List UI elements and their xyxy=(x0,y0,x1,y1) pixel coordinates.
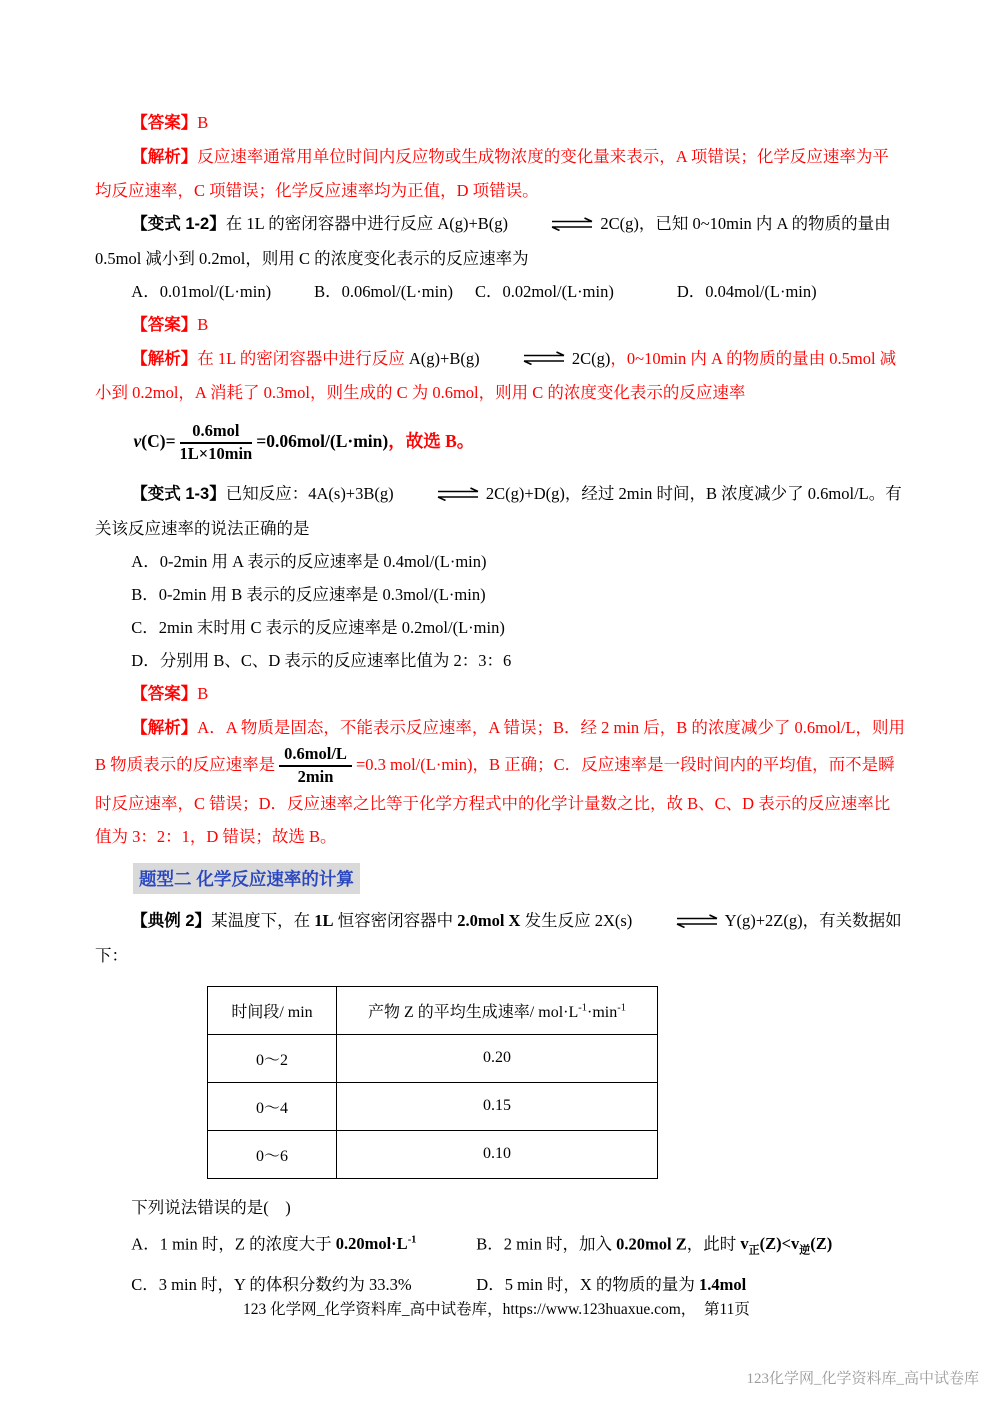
option-a-value: 0.20mol·L xyxy=(335,1234,408,1254)
answer-value: B xyxy=(197,314,209,334)
variant-1-3-stem xyxy=(95,477,905,545)
page-footer: 123 化学网_化学资料库_高中试卷库，https://www.123huaxue.com， 第11页 xyxy=(243,1301,750,1318)
variant-1-2-options xyxy=(95,275,905,308)
example-2-bold-volume: 1L xyxy=(314,911,334,931)
analysis-part2: =0.3 mol/(L·min)，B 正确；C．反应速率是一段时间内的平均值，而不是瞬时反应速率，C 错误；D．反应速率之比等于化学方程式中的化学计量数之比，故 B、C、D 表示的反应速率比值为 3：2：1，D 错误；故选 B。 xyxy=(95,754,895,847)
period-cell: 0～2 xyxy=(208,1034,337,1082)
rate-cell: 0.15 xyxy=(337,1082,658,1130)
analysis-part1: A．A 物质是固态，不能表示反应速率，A 错误；B．经 2 min 后，B 的浓度减少了 0.6mol/L，则用 B 物质表示的反应速率是 xyxy=(95,718,905,774)
option-a xyxy=(131,1224,476,1261)
analysis-label: 【解析】 xyxy=(131,349,198,368)
variant-1-2-stem xyxy=(95,207,905,275)
question-stem: 下列说法错误的是( ) xyxy=(131,1197,291,1217)
analysis-block-2 xyxy=(95,342,905,410)
equation-right: 2C(g) xyxy=(571,348,611,368)
equation-left: A(g)+B(g) xyxy=(408,348,480,368)
rate-cell: 0.10 xyxy=(337,1130,658,1178)
option-c: C．3 min 时，Y 的体积分数约为 33.3% xyxy=(131,1274,412,1294)
answer-label: 【答案】 xyxy=(131,114,198,132)
option-a-text: A．1 min 时，Z 的浓度大于 xyxy=(131,1234,336,1254)
equilibrium-arrow-icon xyxy=(637,906,719,939)
table-row xyxy=(208,1082,658,1130)
answer-block-2 xyxy=(95,308,905,342)
formula-v: v xyxy=(133,431,142,452)
option-a: A．0-2min 用 A 表示的反应速率是 0.4mol/(L·min) xyxy=(131,552,487,572)
options-row-2 xyxy=(95,1268,905,1301)
option-a-bold xyxy=(336,1234,417,1253)
table-header-row xyxy=(208,986,658,1034)
analysis-text: 反应速率通常用单位时间内反应物或生成物浓度的变化量来表示，A 项错误；化学反应速率为平均反应速率，C 项错误；化学反应速率均为正值，D 项错误。 xyxy=(95,147,889,200)
option-b: B．0.06mol/(L·min) xyxy=(314,281,453,301)
v-forward: v xyxy=(740,1234,749,1254)
sub-reverse: 逆 xyxy=(799,1244,811,1257)
rate-unit-sup1: -1 xyxy=(578,1002,587,1014)
col-header-rate xyxy=(337,986,658,1034)
fraction-denominator: 2min xyxy=(297,767,334,787)
options-row-1 xyxy=(95,1224,905,1268)
period-cell: 0～4 xyxy=(208,1082,337,1130)
formula-lhs xyxy=(134,431,176,451)
option-c: C．0.02mol/(L·min) xyxy=(474,281,614,301)
answer-value: B xyxy=(197,113,209,132)
formula-lhs-rest: (C)= xyxy=(141,431,176,452)
option-b-rate-compare xyxy=(740,1234,833,1257)
option-d-bold: 1.4mol xyxy=(699,1274,747,1294)
example-2-t2: 恒容密闭容器中 xyxy=(333,911,458,931)
option-b-bold-amount: 0.20mol Z xyxy=(616,1234,687,1254)
answer-label: 【答案】 xyxy=(131,315,198,334)
table-row xyxy=(208,1034,658,1082)
option-b xyxy=(476,1234,833,1257)
answer-label: 【答案】 xyxy=(131,685,198,704)
formula-rhs: =0.06mol/(L·min) xyxy=(256,431,389,452)
option-b-text: B．2 min 时，加入 xyxy=(476,1234,617,1254)
compare-end: (Z) xyxy=(810,1234,833,1254)
analysis-label: 【解析】 xyxy=(131,148,198,166)
equilibrium-arrow-icon xyxy=(399,479,481,512)
fraction-denominator: 1L×10min xyxy=(179,444,253,464)
analysis-fraction xyxy=(279,745,352,787)
example-2-t3: 发生反应 2X(s) xyxy=(520,911,633,931)
rate-unit-prefix: 产物 Z 的平均生成速率/ mol·L xyxy=(368,1003,579,1021)
option-d-text: D．5 min 时，X 的物质的量为 xyxy=(476,1274,700,1294)
option-a-sup: -1 xyxy=(407,1234,417,1246)
answer-block-1 xyxy=(95,106,905,140)
col-header-period: 时间段/ min xyxy=(208,986,337,1034)
analysis-label: 【解析】 xyxy=(131,719,198,738)
fraction-numerator: 0.6mol xyxy=(180,422,253,444)
example-2-stem xyxy=(95,904,905,972)
rate-data-table xyxy=(207,986,658,1179)
formula-fraction xyxy=(180,422,253,464)
variant-1-3-post: 2C(g)+D(g)，经过 2min 时间，B 浓度减少了 0.6mol/L。有关该反应速率的说法正确的是 xyxy=(95,484,902,539)
compare-mid: (Z)<v xyxy=(759,1234,800,1254)
sub-forward: 正 xyxy=(748,1244,760,1257)
site-watermark: 123化学网_化学资料库_高中试卷库 xyxy=(746,1371,979,1387)
analysis-block-3 xyxy=(95,711,905,853)
equilibrium-arrow-icon xyxy=(513,209,595,242)
rate-unit-sup2: -1 xyxy=(617,1002,626,1014)
variant-1-3-label: 【变式 1-3】 xyxy=(131,485,226,504)
section-title-row xyxy=(95,853,905,904)
formula-tail: ，故选 B。 xyxy=(388,431,475,452)
rate-cell: 0.20 xyxy=(337,1034,658,1082)
option-d: D．0.04mol/(L·min) xyxy=(676,281,817,301)
example-2-label: 【典例 2】 xyxy=(131,912,212,931)
variant-1-3-pre: 已知反应：4A(s)+3B(g) xyxy=(225,484,394,504)
variant-1-2-pre: 在 1L 的密闭容器中进行反应 A(g)+B(g) xyxy=(225,214,509,233)
example-2-t1: 某温度下，在 xyxy=(211,911,315,931)
section-title: 题型二 化学反应速率的计算 xyxy=(133,863,360,894)
period-cell: 0～6 xyxy=(208,1130,337,1178)
analysis-pre: 在 1L 的密闭容器中进行反应 xyxy=(197,348,409,368)
equilibrium-arrow-icon xyxy=(485,343,567,376)
variant-1-2-label: 【变式 1-2】 xyxy=(131,215,226,233)
option-d: D．分别用 B、C、D 表示的反应速率比值为 2：3：6 xyxy=(131,651,512,671)
variant-1-2-post: 2C(g)，已知 0~10min 内 A 的物质的量由 0.5mol 减小到 0.2mol，则用 C 的浓度变化表示的反应速率为 xyxy=(95,214,891,268)
option-b-text2: ，此时 xyxy=(686,1234,741,1254)
option-a: A．0.01mol/(L·min) xyxy=(131,281,272,301)
analysis-block-1 xyxy=(95,140,905,207)
option-d xyxy=(476,1275,746,1294)
analysis-post: ，0~10min 内 A 的物质的量由 0.5mol 减小到 0.2mol，A 消耗了 0.3mol，则生成的 C 为 0.6mol，则用 C 的浓度变化表示的反应速率 xyxy=(95,348,897,403)
option-c: C．2min 末时用 C 表示的反应速率是 0.2mol/(L·min) xyxy=(131,618,505,638)
example-2-bold-amount: 2.0mol X xyxy=(457,911,521,931)
option-b: B．0-2min 用 B 表示的反应速率是 0.3mol/(L·min) xyxy=(131,585,486,605)
table-row xyxy=(208,1130,658,1178)
rate-formula xyxy=(95,415,905,467)
rate-unit-mid: ·min xyxy=(587,1003,618,1021)
answer-block-3 xyxy=(95,677,905,711)
example-2-t4: Y(g)+2Z(g)，有关数据如下： xyxy=(95,911,902,965)
fraction-numerator: 0.6mol/L xyxy=(279,745,352,767)
answer-value: B xyxy=(197,684,209,704)
